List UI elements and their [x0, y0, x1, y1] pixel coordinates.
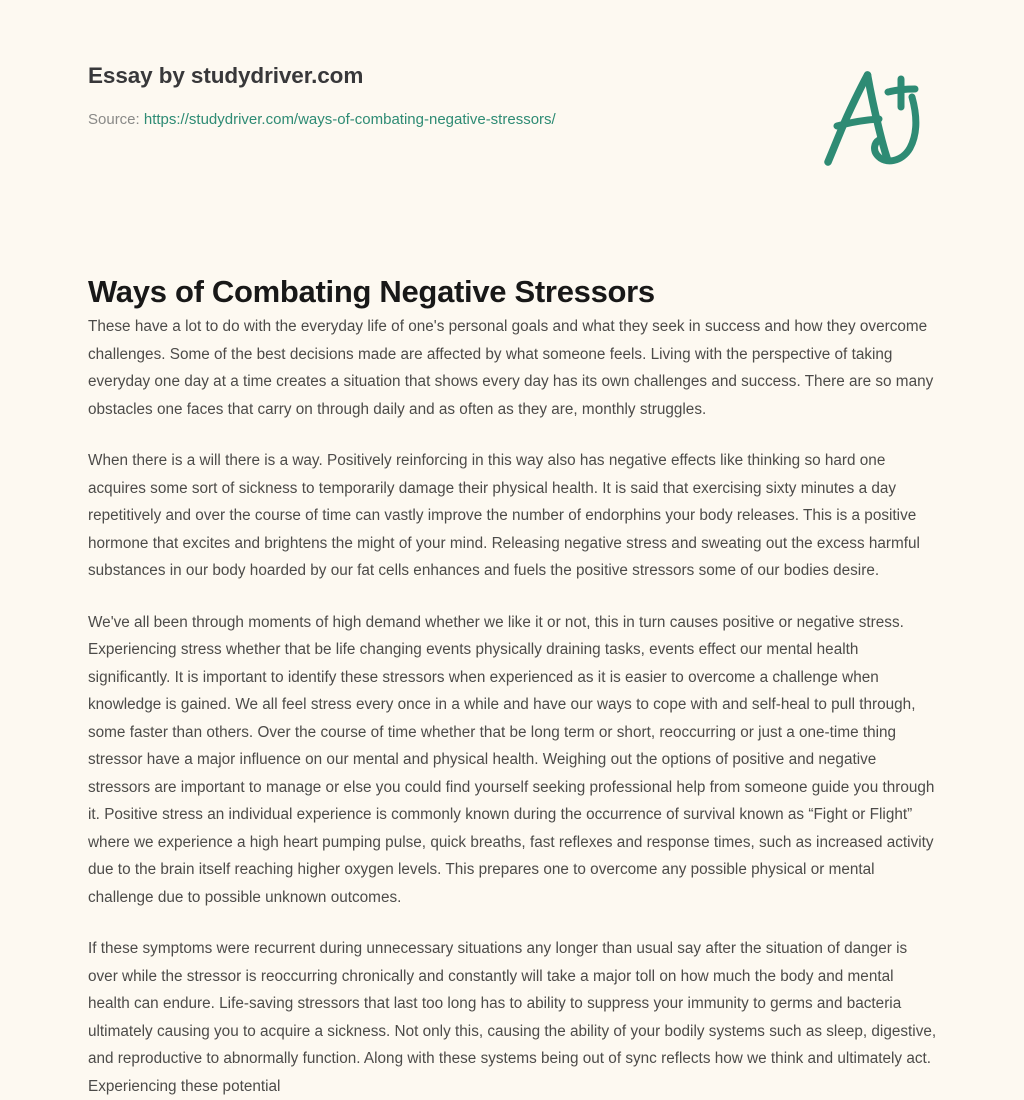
paragraph: These have a lot to do with the everyday life of one's personal goals and what they seek in success and how they overcome challenges. Some of the best decisions made are affected by what someone feels. Living with the perspective of taking everyday one day at a time creates a situation that shows every day has its own challenges and success. There are so many obstacles one faces that carry on through daily and as often as they are, monthly struggles. — [88, 318, 934, 418]
paragraph: If these symptoms were recurrent during unnecessary situations any longer than usual say after the situation of danger is over while the stressor is reoccurring chronically and constantly will take a major toll on how much the body and mental health can endure. Life-saving stressors that last too long has to ability to suppress your immunity to germs and bacteria ultimately causing you to acquire a sickness. Not only this, causing the ability of your bodily systems such as sleep, digestive, and reproductive to abnormally function. Along with these systems being out of sync reflects how we think and ultimately act. Experiencing these potential — [88, 940, 937, 1095]
page-title: Ways of Combating Negative Stressors — [88, 273, 655, 309]
paragraph: When there is a will there is a way. Positively reinforcing in this way also has negative effects like thinking so hard one acquires some sort of sickness to temporarily damage their physical health. It is said that exercising sixty minutes a day repetitively and over the course of time can vastly improve the number of endorphins your body releases. This is a positive hormone that excites and brightens the might of your mind. Releasing negative stress and sweating out the excess harmful substances in our body hoarded by our fat cells enhances and fuels the positive stressors some of our bodies desire. — [88, 452, 920, 579]
essay-body — [88, 313, 939, 1100]
source-url-link[interactable]: https://studydriver.com/ways-of-combating-negative-stressors/ — [143, 111, 556, 128]
source-label: Source: — [88, 111, 140, 128]
brand-title: Essay by studydriver.com — [88, 63, 364, 88]
a-plus-logo — [812, 63, 930, 175]
paragraph: We've all been through moments of high demand whether we like it or not, this in turn causes positive or negative stress. Experiencing stress whether that be life changing events physically draining tasks, events effect our mental health significantly. It is important to identify these stressors when experienced as it is easier to overcome a challenge when knowledge is gained. We all feel stress every once in a while and have our ways to cope with and self-heal to pull through, some faster than others. Over the course of time whether that be long term or short, reoccurring or just a one-time thing stressor have a major influence on our mental and physical health. Weighing out the options of positive and negative stressors are important to manage or else you could find yourself seeking professional help from someone guide you through it. Positive stress an individual experience is commonly known during the occurrence of survival known as “Fight or Flight” where we experience a high heart pumping pulse, quick breaths, fast reflexes and response times, such as increased activity due to the brain itself reaching higher oxygen levels. This prepares one to overcome any possible physical or mental challenge due to possible unknown outcomes. — [88, 613, 935, 906]
